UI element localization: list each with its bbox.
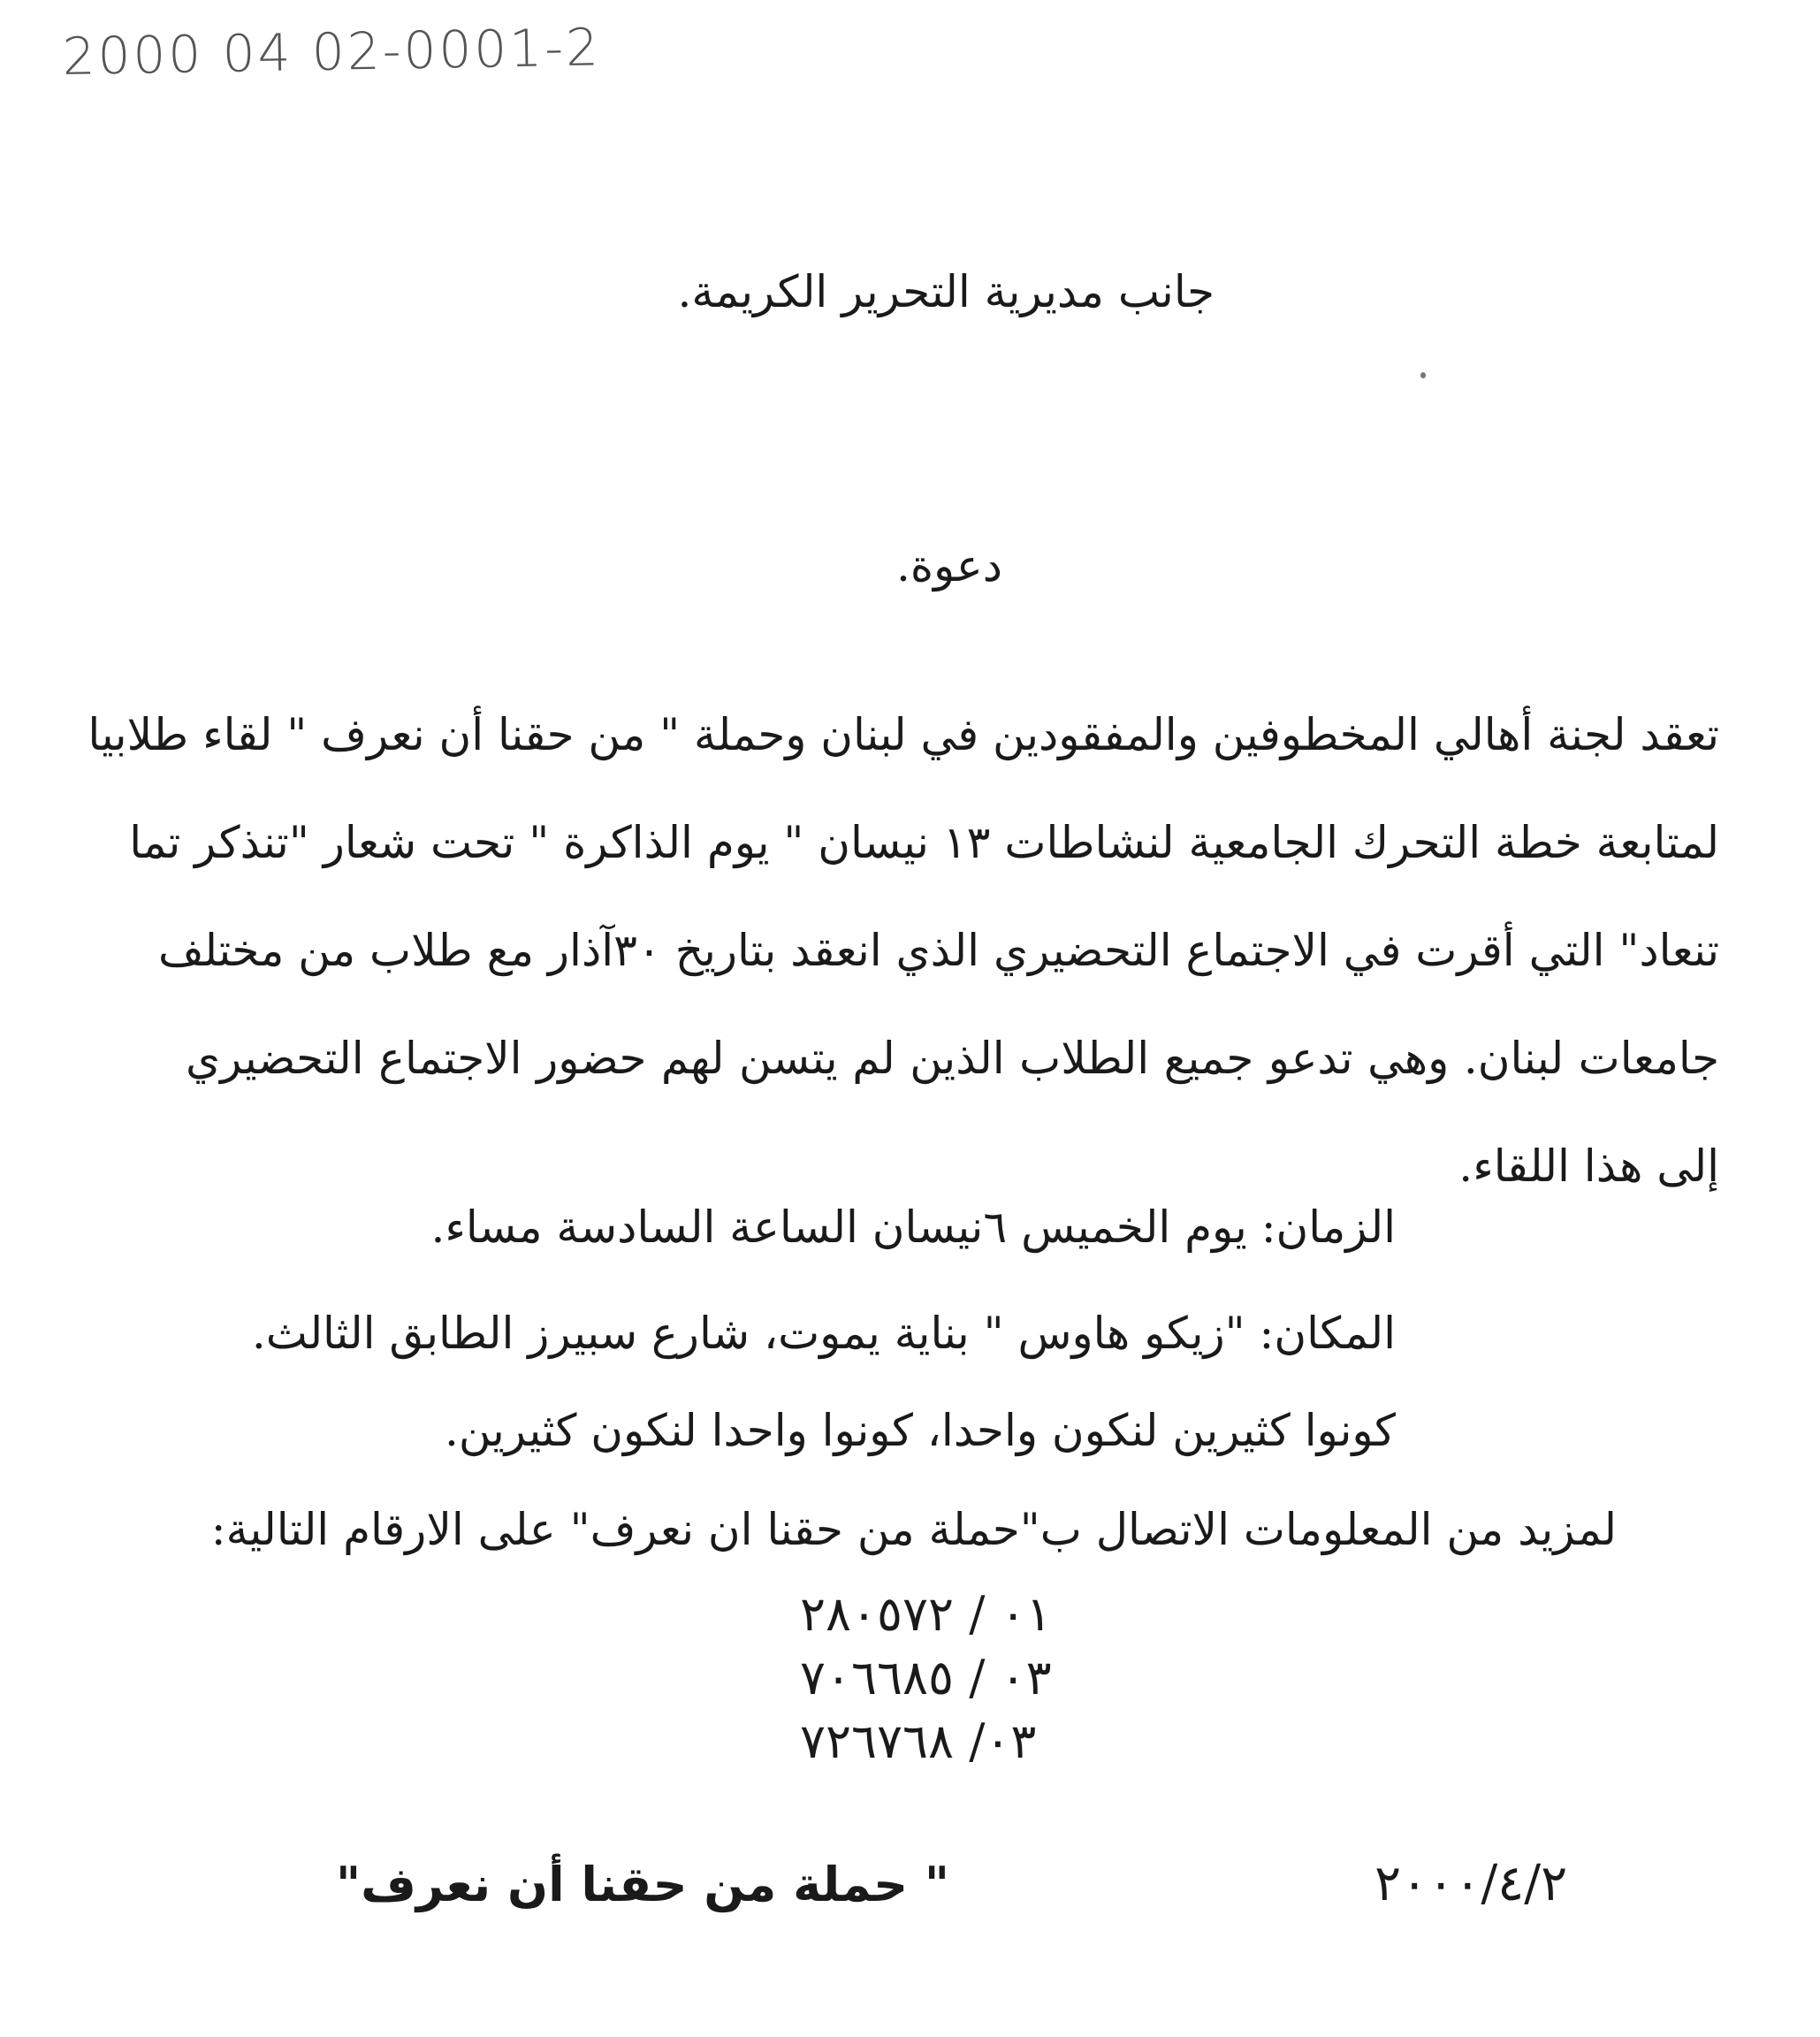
more-info-text: لمزيد من المعلومات الاتصال ب"حملة من حقنا ان نعرف" على الارقام التالية: — [210, 1504, 1617, 1555]
body-line-4: جامعات لبنان. وهي تدعو جميع الطلاب الذين لم يتسن لهم حضور الاجتماع التحضيري — [186, 1033, 1719, 1084]
meeting-time: الزمان: يوم الخميس ٦نيسان الساعة السادسة مساء. — [430, 1202, 1396, 1253]
body-line-1: تعقد لجنة أهالي المخطوفين والمفقودين في لبنان وحملة " من حقنا أن نعرف " لقاء طلابيا — [88, 709, 1719, 760]
handwritten-reference-number: 2000 04 02-0001-2 — [62, 17, 602, 87]
phone-number: ٠٣/ ٧٢٦٧٦٨ — [800, 1713, 1037, 1769]
invitation-heading: دعوة. — [895, 540, 1002, 591]
phone-number: ٠٣ / ٧٠٦٦٨٥ — [800, 1650, 1052, 1705]
body-line-2: لمتابعة خطة التحرك الجامعية لنشاطات ١٣ نيسان " يوم الذاكرة " تحت شعار "تنذكر تما — [129, 817, 1719, 868]
invitation-body — [88, 681, 1719, 1220]
document-date: ٢٠٠٠/٤/٢ — [1375, 1855, 1568, 1912]
signature: " حملة من حقنا أن نعرف" — [336, 1857, 949, 1912]
salutation: جانب مديرية التحرير الكريمة. — [677, 266, 1215, 317]
scan-speck — [1420, 372, 1426, 378]
body-line-5: إلى هذا اللقاء. — [1458, 1141, 1719, 1192]
body-line-3: تنعاد" التي أقرت في الاجتماع التحضيري الذي انعقد بتاريخ ٣٠آذار مع طلاب من مختلف — [157, 925, 1719, 976]
phone-number: ٠١ / ٢٨٠٥٧٢ — [800, 1586, 1052, 1642]
campaign-slogan: كونوا كثيرين لنكون واحدا، كونوا واحدا لنكون كثيرين. — [444, 1405, 1396, 1456]
phone-list — [800, 1583, 1100, 1774]
meeting-place: المكان: "زيكو هاوس " بناية يموت، شارع سبيرز الطابق الثالث. — [251, 1308, 1396, 1359]
